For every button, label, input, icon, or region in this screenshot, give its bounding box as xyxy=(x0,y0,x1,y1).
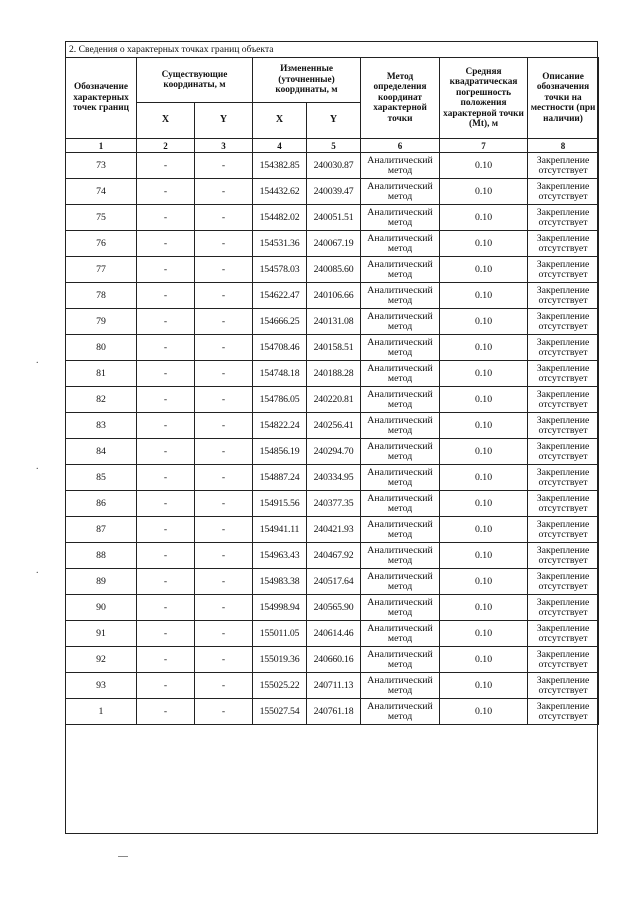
cell-existing-x: - xyxy=(137,517,195,543)
table-row xyxy=(66,179,599,205)
cell-existing-y: - xyxy=(195,647,253,673)
cell-accuracy: 0.10 xyxy=(440,205,528,231)
table-row xyxy=(66,673,599,699)
cell-method: Аналитический метод xyxy=(361,153,440,179)
cell-point-number: 85 xyxy=(66,465,137,491)
cell-existing-x: - xyxy=(137,699,195,725)
cell-coord-x: 154983.38 xyxy=(253,569,307,595)
cell-method: Аналитический метод xyxy=(361,569,440,595)
column-number: 1 xyxy=(66,139,137,153)
cell-coord-y: 240188.28 xyxy=(307,361,361,387)
cell-coord-y: 240467.92 xyxy=(307,543,361,569)
cell-coord-x: 154915.56 xyxy=(253,491,307,517)
cell-existing-y: - xyxy=(195,491,253,517)
cell-description: Закрепление отсутствует xyxy=(528,231,599,257)
cell-accuracy: 0.10 xyxy=(440,621,528,647)
table-row xyxy=(66,361,599,387)
cell-accuracy: 0.10 xyxy=(440,335,528,361)
cell-method: Аналитический метод xyxy=(361,465,440,491)
cell-method: Аналитический метод xyxy=(361,647,440,673)
table-row xyxy=(66,621,599,647)
cell-description: Закрепление отсутствует xyxy=(528,699,599,725)
cell-description: Закрепление отсутствует xyxy=(528,621,599,647)
column-number: 6 xyxy=(361,139,440,153)
cell-description: Закрепление отсутствует xyxy=(528,647,599,673)
cell-accuracy: 0.10 xyxy=(440,413,528,439)
cell-coord-x: 155025.22 xyxy=(253,673,307,699)
cell-method: Аналитический метод xyxy=(361,621,440,647)
table-row xyxy=(66,439,599,465)
cell-existing-y: - xyxy=(195,569,253,595)
cell-accuracy: 0.10 xyxy=(440,595,528,621)
cell-coord-y: 240421.93 xyxy=(307,517,361,543)
cell-coord-y: 240131.08 xyxy=(307,309,361,335)
cell-method: Аналитический метод xyxy=(361,699,440,725)
cell-accuracy: 0.10 xyxy=(440,387,528,413)
cell-point-number: 92 xyxy=(66,647,137,673)
cell-method: Аналитический метод xyxy=(361,205,440,231)
cell-method: Аналитический метод xyxy=(361,257,440,283)
column-number: 2 xyxy=(137,139,195,153)
cell-existing-x: - xyxy=(137,621,195,647)
cell-coord-y: 240377.35 xyxy=(307,491,361,517)
cell-existing-y: - xyxy=(195,309,253,335)
cell-existing-x: - xyxy=(137,179,195,205)
cell-coord-x: 154941.11 xyxy=(253,517,307,543)
cell-existing-y: - xyxy=(195,283,253,309)
header-description: Описание обозначения точки на местности (при наличии) xyxy=(528,58,599,139)
cell-description: Закрепление отсутствует xyxy=(528,179,599,205)
cell-coord-y: 240158.51 xyxy=(307,335,361,361)
table-row xyxy=(66,465,599,491)
cell-accuracy: 0.10 xyxy=(440,153,528,179)
cell-method: Аналитический метод xyxy=(361,673,440,699)
cell-coord-y: 240565.90 xyxy=(307,595,361,621)
cell-existing-y: - xyxy=(195,335,253,361)
cell-point-number: 91 xyxy=(66,621,137,647)
cell-existing-x: - xyxy=(137,491,195,517)
cell-coord-x: 154963.43 xyxy=(253,543,307,569)
cell-accuracy: 0.10 xyxy=(440,257,528,283)
cell-accuracy: 0.10 xyxy=(440,647,528,673)
cell-existing-x: - xyxy=(137,569,195,595)
cell-description: Закрепление отсутствует xyxy=(528,283,599,309)
cell-existing-y: - xyxy=(195,231,253,257)
boundary-points-table xyxy=(65,57,599,725)
section-title: 2. Сведения о характерных точках границ объекта xyxy=(69,44,274,55)
cell-existing-y: - xyxy=(195,673,253,699)
table-row xyxy=(66,309,599,335)
cell-method: Аналитический метод xyxy=(361,413,440,439)
cell-method: Аналитический метод xyxy=(361,491,440,517)
cell-existing-y: - xyxy=(195,699,253,725)
cell-description: Закрепление отсутствует xyxy=(528,309,599,335)
cell-description: Закрепление отсутствует xyxy=(528,673,599,699)
cell-point-number: 93 xyxy=(66,673,137,699)
cell-coord-y: 240039.47 xyxy=(307,179,361,205)
cell-accuracy: 0.10 xyxy=(440,309,528,335)
cell-accuracy: 0.10 xyxy=(440,439,528,465)
cell-coord-y: 240256.41 xyxy=(307,413,361,439)
header-changed-x: X xyxy=(253,103,307,139)
cell-point-number: 82 xyxy=(66,387,137,413)
cell-point-number: 89 xyxy=(66,569,137,595)
table-row xyxy=(66,387,599,413)
cell-accuracy: 0.10 xyxy=(440,179,528,205)
cell-accuracy: 0.10 xyxy=(440,465,528,491)
cell-description: Закрепление отсутствует xyxy=(528,543,599,569)
cell-accuracy: 0.10 xyxy=(440,699,528,725)
cell-point-number: 78 xyxy=(66,283,137,309)
cell-point-number: 84 xyxy=(66,439,137,465)
cell-accuracy: 0.10 xyxy=(440,569,528,595)
cell-existing-y: - xyxy=(195,205,253,231)
cell-point-number: 74 xyxy=(66,179,137,205)
cell-point-number: 86 xyxy=(66,491,137,517)
cell-coord-x: 155027.54 xyxy=(253,699,307,725)
column-number: 8 xyxy=(528,139,599,153)
cell-existing-y: - xyxy=(195,361,253,387)
cell-description: Закрепление отсутствует xyxy=(528,517,599,543)
table-row xyxy=(66,257,599,283)
header-existing-x: X xyxy=(137,103,195,139)
cell-existing-x: - xyxy=(137,543,195,569)
header-accuracy: Средняя квадратическая погрешность положения характерной точки (Mt), м xyxy=(440,58,528,139)
cell-existing-x: - xyxy=(137,413,195,439)
cell-method: Аналитический метод xyxy=(361,231,440,257)
column-number: 4 xyxy=(253,139,307,153)
table-row xyxy=(66,335,599,361)
cell-coord-x: 154531.36 xyxy=(253,231,307,257)
cell-existing-x: - xyxy=(137,309,195,335)
table-row xyxy=(66,153,599,179)
cell-existing-y: - xyxy=(195,517,253,543)
cell-existing-x: - xyxy=(137,465,195,491)
cell-coord-y: 240085.60 xyxy=(307,257,361,283)
table-row xyxy=(66,231,599,257)
cell-point-number: 73 xyxy=(66,153,137,179)
cell-description: Закрепление отсутствует xyxy=(528,465,599,491)
cell-point-number: 1 xyxy=(66,699,137,725)
cell-coord-x: 154822.24 xyxy=(253,413,307,439)
cell-description: Закрепление отсутствует xyxy=(528,335,599,361)
cell-method: Аналитический метод xyxy=(361,387,440,413)
cell-description: Закрепление отсутствует xyxy=(528,491,599,517)
cell-existing-y: - xyxy=(195,465,253,491)
table-row xyxy=(66,517,599,543)
cell-coord-y: 240614.46 xyxy=(307,621,361,647)
cell-coord-y: 240051.51 xyxy=(307,205,361,231)
cell-method: Аналитический метод xyxy=(361,517,440,543)
cell-coord-y: 240106.66 xyxy=(307,283,361,309)
cell-method: Аналитический метод xyxy=(361,179,440,205)
table-row xyxy=(66,569,599,595)
margin-mark: . xyxy=(36,461,39,472)
margin-mark: . xyxy=(36,565,39,576)
cell-description: Закрепление отсутствует xyxy=(528,595,599,621)
cell-description: Закрепление отсутствует xyxy=(528,361,599,387)
cell-description: Закрепление отсутствует xyxy=(528,205,599,231)
cell-coord-x: 154856.19 xyxy=(253,439,307,465)
cell-method: Аналитический метод xyxy=(361,543,440,569)
cell-method: Аналитический метод xyxy=(361,361,440,387)
cell-point-number: 75 xyxy=(66,205,137,231)
cell-point-number: 79 xyxy=(66,309,137,335)
cell-accuracy: 0.10 xyxy=(440,673,528,699)
cell-coord-x: 154432.62 xyxy=(253,179,307,205)
cell-existing-x: - xyxy=(137,231,195,257)
table-row xyxy=(66,699,599,725)
table-row xyxy=(66,413,599,439)
cell-description: Закрепление отсутствует xyxy=(528,413,599,439)
cell-method: Аналитический метод xyxy=(361,283,440,309)
cell-method: Аналитический метод xyxy=(361,309,440,335)
cell-existing-y: - xyxy=(195,257,253,283)
cell-method: Аналитический метод xyxy=(361,595,440,621)
cell-point-number: 77 xyxy=(66,257,137,283)
column-number: 5 xyxy=(307,139,361,153)
cell-accuracy: 0.10 xyxy=(440,517,528,543)
cell-existing-x: - xyxy=(137,205,195,231)
header-point-designation: Обозначение характерных точек границ xyxy=(66,58,137,139)
table-row xyxy=(66,543,599,569)
cell-accuracy: 0.10 xyxy=(440,283,528,309)
cell-point-number: 88 xyxy=(66,543,137,569)
cell-coord-x: 154708.46 xyxy=(253,335,307,361)
cell-existing-y: - xyxy=(195,413,253,439)
cell-existing-x: - xyxy=(137,673,195,699)
cell-coord-x: 154622.47 xyxy=(253,283,307,309)
cell-existing-y: - xyxy=(195,439,253,465)
table-row xyxy=(66,647,599,673)
cell-description: Закрепление отсутствует xyxy=(528,153,599,179)
cell-existing-x: - xyxy=(137,283,195,309)
cell-coord-y: 240294.70 xyxy=(307,439,361,465)
cell-coord-x: 154482.02 xyxy=(253,205,307,231)
cell-point-number: 87 xyxy=(66,517,137,543)
cell-existing-y: - xyxy=(195,621,253,647)
margin-mark: . xyxy=(36,355,39,366)
cell-method: Аналитический метод xyxy=(361,335,440,361)
cell-existing-x: - xyxy=(137,647,195,673)
cell-existing-y: - xyxy=(195,543,253,569)
table-row xyxy=(66,491,599,517)
cell-coord-x: 154998.94 xyxy=(253,595,307,621)
cell-existing-x: - xyxy=(137,439,195,465)
cell-coord-y: 240334.95 xyxy=(307,465,361,491)
header-changed-y: Y xyxy=(307,103,361,139)
cell-point-number: 81 xyxy=(66,361,137,387)
cell-method: Аналитический метод xyxy=(361,439,440,465)
cell-point-number: 80 xyxy=(66,335,137,361)
cell-existing-x: - xyxy=(137,335,195,361)
cell-description: Закрепление отсутствует xyxy=(528,387,599,413)
header-method: Метод определения координат характерной точки xyxy=(361,58,440,139)
cell-coord-x: 155011.05 xyxy=(253,621,307,647)
table-row xyxy=(66,205,599,231)
footer-tick xyxy=(118,856,128,857)
cell-description: Закрепление отсутствует xyxy=(528,439,599,465)
cell-accuracy: 0.10 xyxy=(440,543,528,569)
table-row xyxy=(66,283,599,309)
cell-point-number: 90 xyxy=(66,595,137,621)
cell-coord-y: 240220.81 xyxy=(307,387,361,413)
cell-point-number: 76 xyxy=(66,231,137,257)
cell-coord-x: 155019.36 xyxy=(253,647,307,673)
cell-coord-y: 240030.87 xyxy=(307,153,361,179)
cell-existing-y: - xyxy=(195,179,253,205)
header-existing-y: Y xyxy=(195,103,253,139)
table-row xyxy=(66,595,599,621)
cell-existing-x: - xyxy=(137,257,195,283)
cell-accuracy: 0.10 xyxy=(440,361,528,387)
cell-coord-x: 154786.05 xyxy=(253,387,307,413)
cell-coord-x: 154578.03 xyxy=(253,257,307,283)
cell-existing-x: - xyxy=(137,387,195,413)
cell-existing-y: - xyxy=(195,595,253,621)
column-number: 3 xyxy=(195,139,253,153)
cell-coord-x: 154887.24 xyxy=(253,465,307,491)
cell-coord-x: 154666.25 xyxy=(253,309,307,335)
column-number: 7 xyxy=(440,139,528,153)
cell-coord-x: 154382.85 xyxy=(253,153,307,179)
cell-coord-y: 240517.64 xyxy=(307,569,361,595)
cell-existing-x: - xyxy=(137,361,195,387)
cell-existing-x: - xyxy=(137,595,195,621)
cell-point-number: 83 xyxy=(66,413,137,439)
cell-accuracy: 0.10 xyxy=(440,231,528,257)
cell-coord-y: 240067.19 xyxy=(307,231,361,257)
cell-accuracy: 0.10 xyxy=(440,491,528,517)
cell-coord-y: 240711.13 xyxy=(307,673,361,699)
header-existing-coords: Существующие координаты, м xyxy=(137,58,253,103)
header-changed-coords: Измененные (уточненные) координаты, м xyxy=(253,58,361,103)
cell-description: Закрепление отсутствует xyxy=(528,569,599,595)
cell-description: Закрепление отсутствует xyxy=(528,257,599,283)
cell-coord-y: 240761.18 xyxy=(307,699,361,725)
cell-coord-x: 154748.18 xyxy=(253,361,307,387)
cell-existing-y: - xyxy=(195,153,253,179)
cell-coord-y: 240660.16 xyxy=(307,647,361,673)
cell-existing-x: - xyxy=(137,153,195,179)
cell-existing-y: - xyxy=(195,387,253,413)
